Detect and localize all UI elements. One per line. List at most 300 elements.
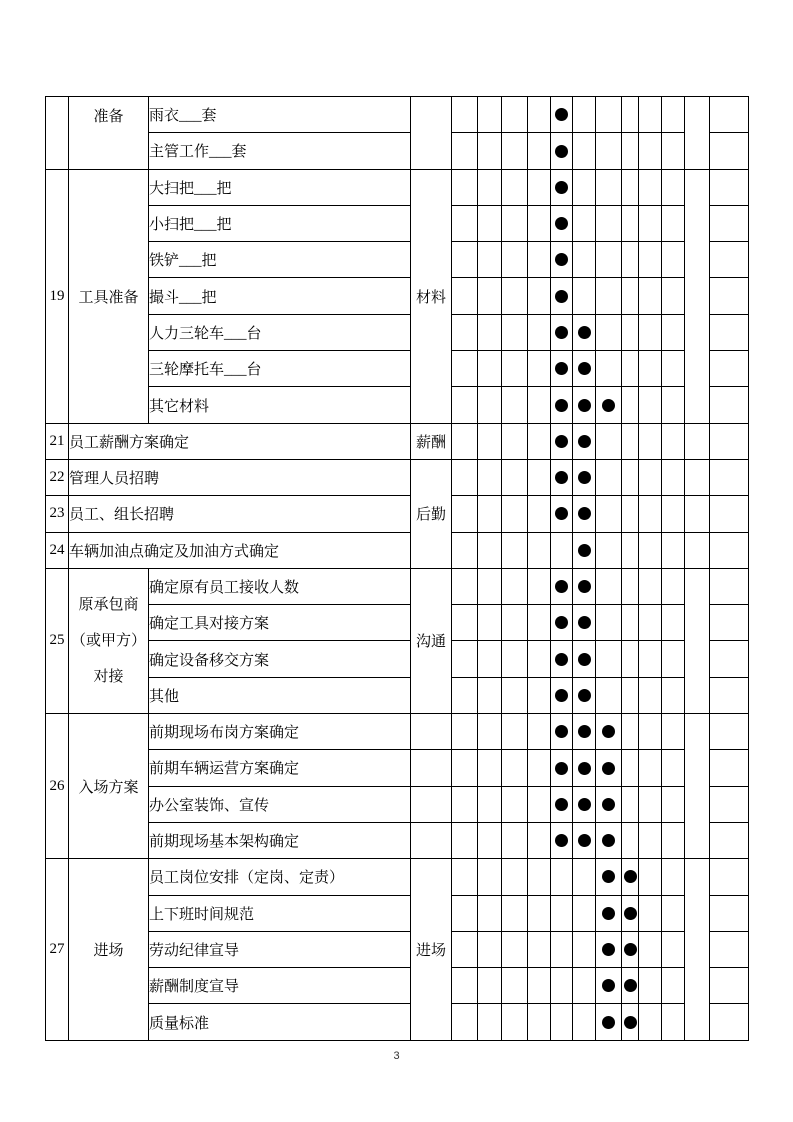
mark-cell <box>596 314 622 350</box>
mark-cell <box>710 822 749 858</box>
mark-cell <box>452 931 478 967</box>
row-number: 25 <box>46 568 69 713</box>
dept-cell <box>411 714 452 750</box>
filled-dot-icon <box>555 580 568 593</box>
mark-cell <box>622 605 639 641</box>
mark-cell <box>502 750 528 786</box>
mark-cell <box>662 714 685 750</box>
mark-cell <box>710 1004 749 1040</box>
mark-cell <box>573 568 596 604</box>
dept-cell: 材料 <box>411 169 452 423</box>
mark-cell <box>622 459 639 495</box>
mark-cell <box>662 786 685 822</box>
filled-dot-icon <box>602 725 615 738</box>
mark-cell <box>662 351 685 387</box>
mark-cell <box>551 859 573 895</box>
mark-cell <box>573 750 596 786</box>
mark-cell <box>662 496 685 532</box>
mark-cell <box>622 278 639 314</box>
filled-dot-icon <box>602 1016 615 1029</box>
mark-cell <box>573 242 596 278</box>
row-number: 22 <box>46 459 69 495</box>
task-item: 铁铲___把 <box>149 242 411 278</box>
table-row <box>46 314 749 350</box>
mark-cell <box>710 532 749 568</box>
mark-cell <box>710 568 749 604</box>
mark-cell <box>596 242 622 278</box>
mark-cell <box>478 169 502 205</box>
mark-cell <box>573 351 596 387</box>
task-item: 劳动纪律宣导 <box>149 931 411 967</box>
mark-cell <box>710 895 749 931</box>
mark-cell <box>551 968 573 1004</box>
filled-dot-icon <box>555 616 568 629</box>
table-row <box>46 169 749 205</box>
filled-dot-icon <box>578 326 591 339</box>
mark-cell <box>478 387 502 423</box>
mark-cell <box>662 278 685 314</box>
mark-cell <box>622 169 639 205</box>
mark-cell <box>452 387 478 423</box>
filled-dot-icon <box>602 870 615 883</box>
table-row <box>46 97 749 133</box>
mark-cell <box>478 314 502 350</box>
mark-cell <box>710 133 749 169</box>
mark-cell <box>502 786 528 822</box>
task-item: 其它材料 <box>149 387 411 423</box>
mark-cell <box>622 786 639 822</box>
mark-cell <box>710 605 749 641</box>
mark-cell <box>685 532 710 568</box>
mark-cell <box>596 931 622 967</box>
mark-cell <box>710 314 749 350</box>
mark-cell <box>639 205 662 241</box>
mark-cell <box>452 605 478 641</box>
mark-cell <box>622 677 639 713</box>
filled-dot-icon <box>624 907 637 920</box>
filled-dot-icon <box>555 725 568 738</box>
mark-cell <box>528 97 551 133</box>
mark-cell <box>710 641 749 677</box>
mark-cell <box>573 714 596 750</box>
mark-cell <box>710 750 749 786</box>
mark-cell <box>551 1004 573 1040</box>
mark-cell <box>622 1004 639 1040</box>
mark-cell <box>622 387 639 423</box>
mark-cell <box>596 895 622 931</box>
mark-cell <box>573 97 596 133</box>
filled-dot-icon <box>602 943 615 956</box>
filled-dot-icon <box>624 979 637 992</box>
mark-cell <box>502 605 528 641</box>
filled-dot-icon <box>578 689 591 702</box>
mark-cell <box>639 532 662 568</box>
row-number: 24 <box>46 532 69 568</box>
mark-cell <box>551 786 573 822</box>
mark-cell <box>502 641 528 677</box>
task-item: 雨衣___套 <box>149 97 411 133</box>
mark-cell <box>502 314 528 350</box>
task-item: 管理人员招聘 <box>69 459 411 495</box>
mark-cell <box>622 895 639 931</box>
table-row <box>46 786 749 822</box>
work-plan-table <box>45 96 749 1041</box>
mark-cell <box>502 278 528 314</box>
mark-cell <box>452 822 478 858</box>
mark-cell <box>551 205 573 241</box>
mark-cell <box>685 714 710 859</box>
mark-cell <box>710 496 749 532</box>
mark-cell <box>502 1004 528 1040</box>
table-row <box>46 1004 749 1040</box>
mark-cell <box>452 314 478 350</box>
mark-cell <box>662 677 685 713</box>
dept-cell: 沟通 <box>411 568 452 713</box>
mark-cell <box>639 423 662 459</box>
mark-cell <box>502 532 528 568</box>
mark-cell <box>502 351 528 387</box>
mark-cell <box>639 133 662 169</box>
mark-cell <box>478 677 502 713</box>
filled-dot-icon <box>555 181 568 194</box>
filled-dot-icon <box>555 762 568 775</box>
mark-cell <box>551 387 573 423</box>
mark-cell <box>639 895 662 931</box>
mark-cell <box>528 169 551 205</box>
filled-dot-icon <box>578 762 591 775</box>
mark-cell <box>639 931 662 967</box>
mark-cell <box>639 714 662 750</box>
mark-cell <box>596 968 622 1004</box>
mark-cell <box>452 968 478 1004</box>
mark-cell <box>528 859 551 895</box>
mark-cell <box>551 169 573 205</box>
task-item: 人力三轮车___台 <box>149 314 411 350</box>
mark-cell <box>502 822 528 858</box>
mark-cell <box>528 822 551 858</box>
mark-cell <box>596 496 622 532</box>
mark-cell <box>478 459 502 495</box>
table-row <box>46 532 749 568</box>
mark-cell <box>596 750 622 786</box>
mark-cell <box>478 242 502 278</box>
mark-cell <box>551 459 573 495</box>
mark-cell <box>551 822 573 858</box>
task-item: 主管工作___套 <box>149 133 411 169</box>
mark-cell <box>528 314 551 350</box>
mark-cell <box>662 205 685 241</box>
mark-cell <box>478 641 502 677</box>
category-cell: 入场方案 <box>69 714 149 859</box>
dept-cell <box>411 750 452 786</box>
mark-cell <box>528 605 551 641</box>
mark-cell <box>573 169 596 205</box>
mark-cell <box>573 605 596 641</box>
mark-cell <box>622 714 639 750</box>
filled-dot-icon <box>578 580 591 593</box>
mark-cell <box>596 351 622 387</box>
task-item: 员工薪酬方案确定 <box>69 423 411 459</box>
task-item: 前期现场布岗方案确定 <box>149 714 411 750</box>
filled-dot-icon <box>578 616 591 629</box>
filled-dot-icon <box>555 290 568 303</box>
filled-dot-icon <box>602 834 615 847</box>
task-item: 薪酬制度宣导 <box>149 968 411 1004</box>
mark-cell <box>502 895 528 931</box>
mark-cell <box>596 714 622 750</box>
filled-dot-icon <box>578 798 591 811</box>
table-row <box>46 859 749 895</box>
mark-cell <box>622 133 639 169</box>
mark-cell <box>685 169 710 423</box>
mark-cell <box>478 97 502 133</box>
filled-dot-icon <box>578 399 591 412</box>
mark-cell <box>622 822 639 858</box>
dept-cell: 后勤 <box>411 459 452 568</box>
filled-dot-icon <box>578 834 591 847</box>
filled-dot-icon <box>624 943 637 956</box>
row-number <box>46 97 69 170</box>
mark-cell <box>685 496 710 532</box>
mark-cell <box>622 968 639 1004</box>
mark-cell <box>685 459 710 495</box>
mark-cell <box>710 351 749 387</box>
mark-cell <box>452 677 478 713</box>
mark-cell <box>685 568 710 713</box>
task-item: 撮斗___把 <box>149 278 411 314</box>
mark-cell <box>573 278 596 314</box>
mark-cell <box>662 133 685 169</box>
filled-dot-icon <box>602 907 615 920</box>
mark-cell <box>551 714 573 750</box>
table-row <box>46 822 749 858</box>
mark-cell <box>478 133 502 169</box>
mark-cell <box>639 859 662 895</box>
mark-cell <box>528 423 551 459</box>
filled-dot-icon <box>555 435 568 448</box>
table-row <box>46 568 749 604</box>
filled-dot-icon <box>578 725 591 738</box>
table-row <box>46 278 749 314</box>
mark-cell <box>710 968 749 1004</box>
mark-cell <box>573 786 596 822</box>
filled-dot-icon <box>578 507 591 520</box>
mark-cell <box>662 605 685 641</box>
mark-cell <box>662 387 685 423</box>
mark-cell <box>710 677 749 713</box>
filled-dot-icon <box>555 108 568 121</box>
mark-cell <box>596 532 622 568</box>
mark-cell <box>596 641 622 677</box>
filled-dot-icon <box>555 399 568 412</box>
category-cell: 工具准备 <box>69 169 149 423</box>
table-row <box>46 931 749 967</box>
task-item: 质量标准 <box>149 1004 411 1040</box>
task-item: 办公室装饰、宣传 <box>149 786 411 822</box>
mark-cell <box>452 714 478 750</box>
filled-dot-icon <box>602 399 615 412</box>
mark-cell <box>452 496 478 532</box>
row-number: 19 <box>46 169 69 423</box>
mark-cell <box>452 459 478 495</box>
mark-cell <box>573 205 596 241</box>
mark-cell <box>452 169 478 205</box>
mark-cell <box>478 205 502 241</box>
mark-cell <box>596 677 622 713</box>
task-item: 三轮摩托车___台 <box>149 351 411 387</box>
mark-cell <box>639 169 662 205</box>
filled-dot-icon <box>578 544 591 557</box>
mark-cell <box>478 750 502 786</box>
category-cell: 进场 <box>69 859 149 1040</box>
dept-cell <box>411 97 452 170</box>
mark-cell <box>551 314 573 350</box>
mark-cell <box>622 532 639 568</box>
filled-dot-icon <box>578 362 591 375</box>
task-item: 确定设备移交方案 <box>149 641 411 677</box>
mark-cell <box>502 169 528 205</box>
mark-cell <box>639 822 662 858</box>
task-item: 车辆加油点确定及加油方式确定 <box>69 532 411 568</box>
mark-cell <box>478 351 502 387</box>
mark-cell <box>502 714 528 750</box>
filled-dot-icon <box>555 507 568 520</box>
mark-cell <box>662 895 685 931</box>
table-row <box>46 641 749 677</box>
mark-cell <box>662 97 685 133</box>
mark-cell <box>596 169 622 205</box>
table-row <box>46 677 749 713</box>
mark-cell <box>639 968 662 1004</box>
mark-cell <box>551 496 573 532</box>
mark-cell <box>710 714 749 750</box>
mark-cell <box>452 133 478 169</box>
mark-cell <box>622 931 639 967</box>
task-item: 上下班时间规范 <box>149 895 411 931</box>
table-row <box>46 714 749 750</box>
mark-cell <box>710 387 749 423</box>
mark-cell <box>662 1004 685 1040</box>
mark-cell <box>622 568 639 604</box>
filled-dot-icon <box>578 471 591 484</box>
mark-cell <box>478 532 502 568</box>
mark-cell <box>502 242 528 278</box>
filled-dot-icon <box>555 362 568 375</box>
mark-cell <box>622 205 639 241</box>
mark-cell <box>528 568 551 604</box>
mark-cell <box>662 822 685 858</box>
mark-cell <box>710 786 749 822</box>
task-item: 其他 <box>149 677 411 713</box>
mark-cell <box>551 750 573 786</box>
mark-cell <box>452 568 478 604</box>
mark-cell <box>502 931 528 967</box>
mark-cell <box>528 677 551 713</box>
mark-cell <box>528 205 551 241</box>
table-row <box>46 133 749 169</box>
mark-cell <box>452 532 478 568</box>
mark-cell <box>573 459 596 495</box>
row-number: 23 <box>46 496 69 532</box>
dept-cell: 薪酬 <box>411 423 452 459</box>
mark-cell <box>622 351 639 387</box>
mark-cell <box>452 351 478 387</box>
mark-cell <box>622 423 639 459</box>
mark-cell <box>502 133 528 169</box>
mark-cell <box>710 169 749 205</box>
mark-cell <box>502 859 528 895</box>
mark-cell <box>502 568 528 604</box>
mark-cell <box>573 931 596 967</box>
mark-cell <box>528 931 551 967</box>
mark-cell <box>478 605 502 641</box>
mark-cell <box>502 968 528 1004</box>
mark-cell <box>685 97 710 170</box>
mark-cell <box>596 786 622 822</box>
mark-cell <box>639 677 662 713</box>
mark-cell <box>710 931 749 967</box>
mark-cell <box>662 750 685 786</box>
filled-dot-icon <box>624 870 637 883</box>
mark-cell <box>639 1004 662 1040</box>
mark-cell <box>662 314 685 350</box>
mark-cell <box>551 931 573 967</box>
mark-cell <box>639 278 662 314</box>
mark-cell <box>710 97 749 133</box>
mark-cell <box>573 859 596 895</box>
mark-cell <box>596 205 622 241</box>
mark-cell <box>573 387 596 423</box>
mark-cell <box>528 278 551 314</box>
mark-cell <box>551 351 573 387</box>
mark-cell <box>502 205 528 241</box>
task-item: 小扫把___把 <box>149 205 411 241</box>
mark-cell <box>596 278 622 314</box>
mark-cell <box>573 496 596 532</box>
mark-cell <box>478 968 502 1004</box>
table-row <box>46 387 749 423</box>
mark-cell <box>551 895 573 931</box>
mark-cell <box>452 786 478 822</box>
task-item: 大扫把___把 <box>149 169 411 205</box>
table-row <box>46 605 749 641</box>
mark-cell <box>662 968 685 1004</box>
filled-dot-icon <box>555 217 568 230</box>
mark-cell <box>662 532 685 568</box>
table-row <box>46 496 749 532</box>
mark-cell <box>622 750 639 786</box>
mark-cell <box>622 314 639 350</box>
mark-cell <box>573 895 596 931</box>
mark-cell <box>596 97 622 133</box>
task-item: 员工、组长招聘 <box>69 496 411 532</box>
filled-dot-icon <box>624 1016 637 1029</box>
mark-cell <box>596 387 622 423</box>
mark-cell <box>528 351 551 387</box>
table-row <box>46 750 749 786</box>
mark-cell <box>639 314 662 350</box>
task-item: 前期现场基本架构确定 <box>149 822 411 858</box>
mark-cell <box>528 242 551 278</box>
mark-cell <box>710 205 749 241</box>
mark-cell <box>573 677 596 713</box>
mark-cell <box>478 859 502 895</box>
mark-cell <box>551 278 573 314</box>
mark-cell <box>502 423 528 459</box>
mark-cell <box>662 641 685 677</box>
mark-cell <box>639 496 662 532</box>
filled-dot-icon <box>555 471 568 484</box>
